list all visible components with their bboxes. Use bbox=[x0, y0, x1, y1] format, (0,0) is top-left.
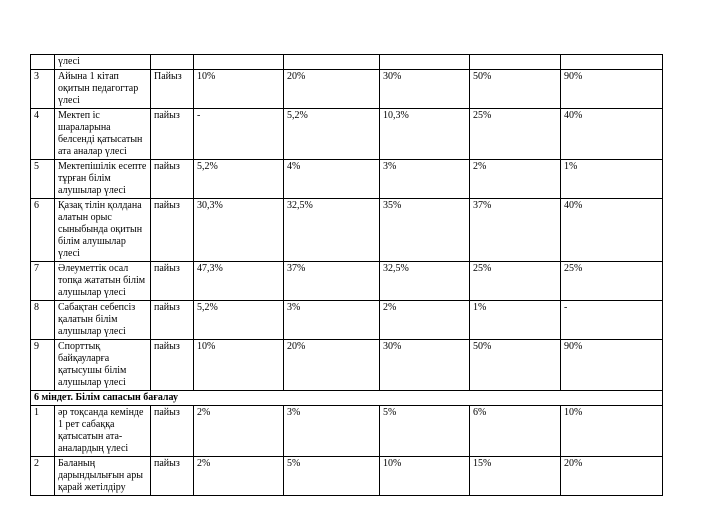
indicator-name: Баланың дарындылығын ары қарай жетілдіру bbox=[55, 457, 151, 496]
value: 90% bbox=[561, 340, 663, 391]
value: 25% bbox=[561, 262, 663, 301]
value: 5,2% bbox=[194, 160, 284, 199]
section-row bbox=[31, 391, 663, 406]
value: 90% bbox=[561, 70, 663, 109]
table-row bbox=[31, 160, 663, 199]
cell bbox=[561, 55, 663, 70]
table-row bbox=[31, 262, 663, 301]
value: 25% bbox=[470, 109, 561, 160]
value: - bbox=[561, 301, 663, 340]
value: 30% bbox=[380, 340, 470, 391]
cell bbox=[151, 55, 194, 70]
indicator-name: Мектеп іс шараларына белсенді қатысатын ата аналар үлесі bbox=[55, 109, 151, 160]
unit: пайыз bbox=[151, 262, 194, 301]
value: 35% bbox=[380, 199, 470, 262]
value: 20% bbox=[284, 340, 380, 391]
value: 30% bbox=[380, 70, 470, 109]
value: 20% bbox=[284, 70, 380, 109]
value: 30,3% bbox=[194, 199, 284, 262]
indicator-name: үлесі bbox=[55, 55, 151, 70]
indicators-table bbox=[30, 54, 663, 496]
section-title: 6 міндет. Білім сапасын бағалау bbox=[31, 391, 663, 406]
table-row bbox=[31, 109, 663, 160]
value: 10% bbox=[194, 340, 284, 391]
value: 3% bbox=[380, 160, 470, 199]
value: 40% bbox=[561, 109, 663, 160]
unit: пайыз bbox=[151, 457, 194, 496]
indicator-name: әр тоқсанда кемінде 1 рет сабаққа қатысатын ата-аналардың үлесі bbox=[55, 406, 151, 457]
unit: пайыз bbox=[151, 406, 194, 457]
table-row bbox=[31, 457, 663, 496]
value: 50% bbox=[470, 70, 561, 109]
value: 37% bbox=[470, 199, 561, 262]
cell bbox=[380, 55, 470, 70]
indicator-name: Айына 1 кітап оқитын педагогтар үлесі bbox=[55, 70, 151, 109]
unit: пайыз bbox=[151, 340, 194, 391]
value: 32,5% bbox=[284, 199, 380, 262]
table-row bbox=[31, 70, 663, 109]
unit: пайыз bbox=[151, 160, 194, 199]
cell bbox=[470, 55, 561, 70]
value: 1% bbox=[561, 160, 663, 199]
row-number: 4 bbox=[31, 109, 55, 160]
unit: пайыз bbox=[151, 301, 194, 340]
value: 50% bbox=[470, 340, 561, 391]
value: 32,5% bbox=[380, 262, 470, 301]
value: 37% bbox=[284, 262, 380, 301]
value: 5,2% bbox=[284, 109, 380, 160]
value: 20% bbox=[561, 457, 663, 496]
value: 47,3% bbox=[194, 262, 284, 301]
value: - bbox=[194, 109, 284, 160]
row-number: 2 bbox=[31, 457, 55, 496]
row-number: 3 bbox=[31, 70, 55, 109]
row-number: 7 bbox=[31, 262, 55, 301]
row-number: 9 bbox=[31, 340, 55, 391]
table-row bbox=[31, 199, 663, 262]
value: 6% bbox=[470, 406, 561, 457]
indicator-name: Сабақтан себепсіз қалатын білім алушылар үлесі bbox=[55, 301, 151, 340]
unit: Пайыз bbox=[151, 70, 194, 109]
table-row bbox=[31, 340, 663, 391]
value: 10,3% bbox=[380, 109, 470, 160]
value: 25% bbox=[470, 262, 561, 301]
row-number: 1 bbox=[31, 406, 55, 457]
indicator-name: Әлеуметтік осал топқа жататын білім алушылар үлесі bbox=[55, 262, 151, 301]
value: 5% bbox=[284, 457, 380, 496]
cell bbox=[284, 55, 380, 70]
cell bbox=[194, 55, 284, 70]
row-number: 5 bbox=[31, 160, 55, 199]
table-row bbox=[31, 406, 663, 457]
value: 1% bbox=[470, 301, 561, 340]
table-row bbox=[31, 301, 663, 340]
value: 10% bbox=[380, 457, 470, 496]
unit: пайыз bbox=[151, 199, 194, 262]
row-number: 6 bbox=[31, 199, 55, 262]
value: 40% bbox=[561, 199, 663, 262]
indicator-name: Қазақ тілін қолдана алатын орыс сыныбында оқитын білім алушылар үлесі bbox=[55, 199, 151, 262]
value: 2% bbox=[194, 457, 284, 496]
value: 5% bbox=[380, 406, 470, 457]
value: 15% bbox=[470, 457, 561, 496]
value: 10% bbox=[194, 70, 284, 109]
value: 2% bbox=[194, 406, 284, 457]
value: 4% bbox=[284, 160, 380, 199]
value: 3% bbox=[284, 406, 380, 457]
value: 2% bbox=[470, 160, 561, 199]
indicator-name: Спорттық байқауларға қатысушы білім алушылар үлесі bbox=[55, 340, 151, 391]
cell bbox=[31, 55, 55, 70]
indicator-name: Мектепішілік есепте тұрған білім алушылар үлесі bbox=[55, 160, 151, 199]
value: 5,2% bbox=[194, 301, 284, 340]
unit: пайыз bbox=[151, 109, 194, 160]
value: 2% bbox=[380, 301, 470, 340]
value: 3% bbox=[284, 301, 380, 340]
table-row bbox=[31, 55, 663, 70]
value: 10% bbox=[561, 406, 663, 457]
row-number: 8 bbox=[31, 301, 55, 340]
